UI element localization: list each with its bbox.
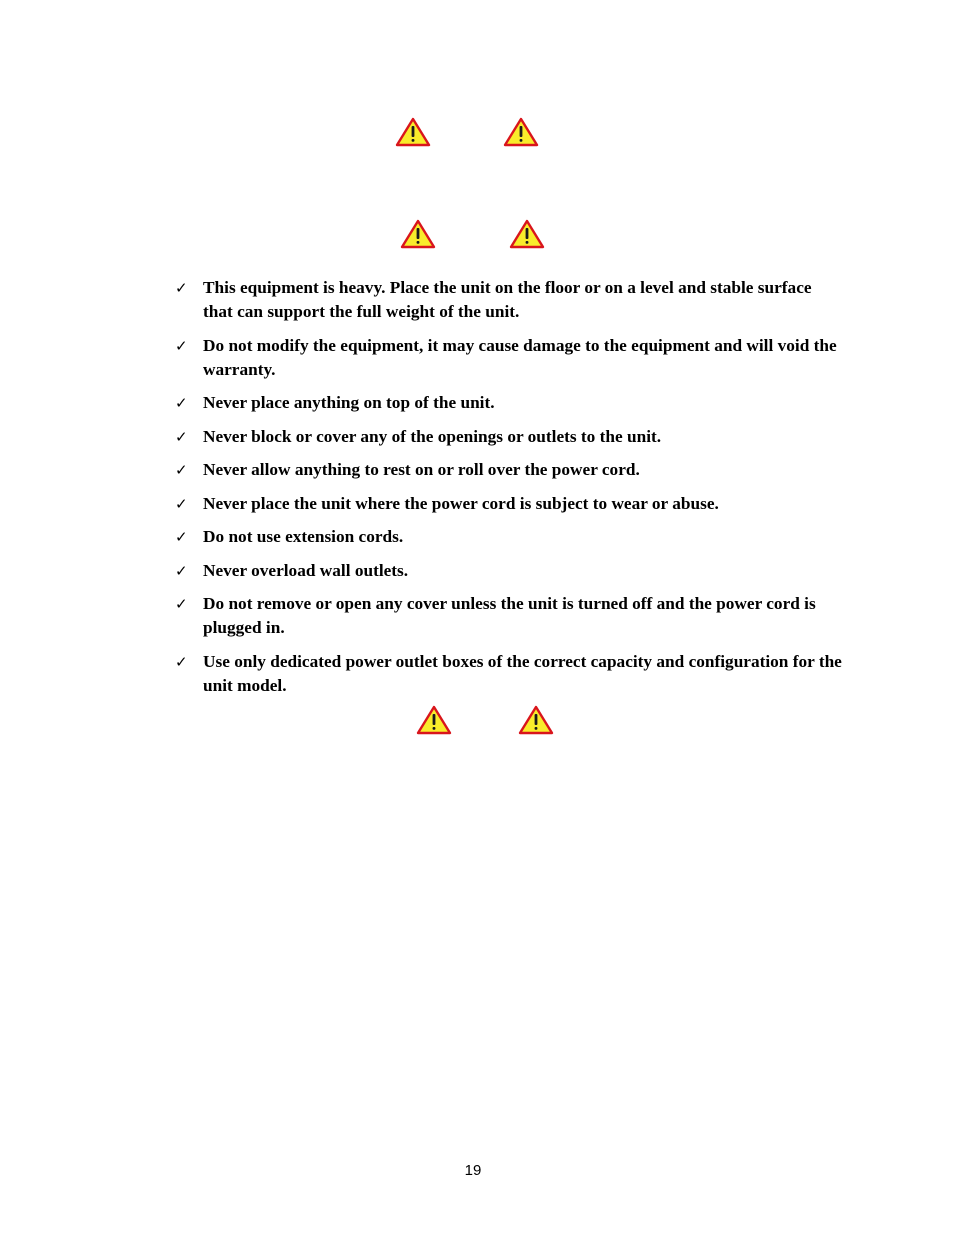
page-number: 19 [464, 1162, 482, 1179]
checklist-item [175, 458, 845, 482]
checklist-item-text: Use only dedicated power outlet boxes of the correct capacity and configuration for the unit model. [203, 651, 842, 695]
checklist-item [175, 391, 845, 415]
checklist-item [175, 559, 845, 583]
checklist-item [175, 650, 845, 698]
check-mark-icon: ✓ [175, 595, 188, 613]
checklist-item [175, 425, 845, 449]
checklist-item-text: Do not use extension cords. [203, 527, 404, 546]
checklist-item-text: Do not modify the equipment, it may cause damage to the equipment and will void the warranty. [203, 335, 837, 379]
checklist-item-text: This equipment is heavy. Place the unit on the floor or on a level and stable surface that can support the full weight of the unit. [203, 278, 812, 321]
checklist-item-text: Never place anything on top of the unit. [203, 393, 495, 412]
check-mark-icon: ✓ [175, 461, 188, 479]
checklist-item [175, 334, 845, 382]
check-mark-icon: ✓ [175, 427, 188, 446]
check-mark-icon: ✓ [175, 528, 188, 546]
checklist-item-text: Never place the unit where the power cord is subject to wear or abuse. [203, 493, 719, 513]
checklist-item-text: Do not remove or open any cover unless the unit is turned off and the power cord is plugged in. [203, 594, 816, 637]
checklist-item [175, 592, 845, 640]
warning-triangle-icon [395, 117, 431, 147]
checklist-item [175, 276, 845, 324]
checklist-item-text: Never overload wall outlets. [203, 560, 409, 580]
check-mark-icon: ✓ [175, 394, 188, 412]
safety-checklist [175, 276, 845, 698]
checklist-item-text: Never allow anything to rest on or roll over the power cord. [203, 460, 640, 479]
warning-triangle-icon [400, 219, 436, 249]
check-mark-icon: ✓ [175, 561, 188, 580]
checklist-item [175, 525, 845, 549]
check-mark-icon: ✓ [175, 494, 188, 513]
check-mark-icon: ✓ [175, 279, 188, 297]
check-mark-icon: ✓ [175, 336, 188, 355]
warning-triangle-icon [503, 117, 539, 147]
warning-triangle-icon [509, 219, 545, 249]
checklist-item [175, 492, 845, 516]
warning-triangle-icon [518, 705, 554, 735]
check-mark-icon: ✓ [175, 652, 188, 671]
checklist-item-text: Never block or cover any of the openings or outlets to the unit. [203, 426, 662, 446]
warning-triangle-icon [416, 705, 452, 735]
